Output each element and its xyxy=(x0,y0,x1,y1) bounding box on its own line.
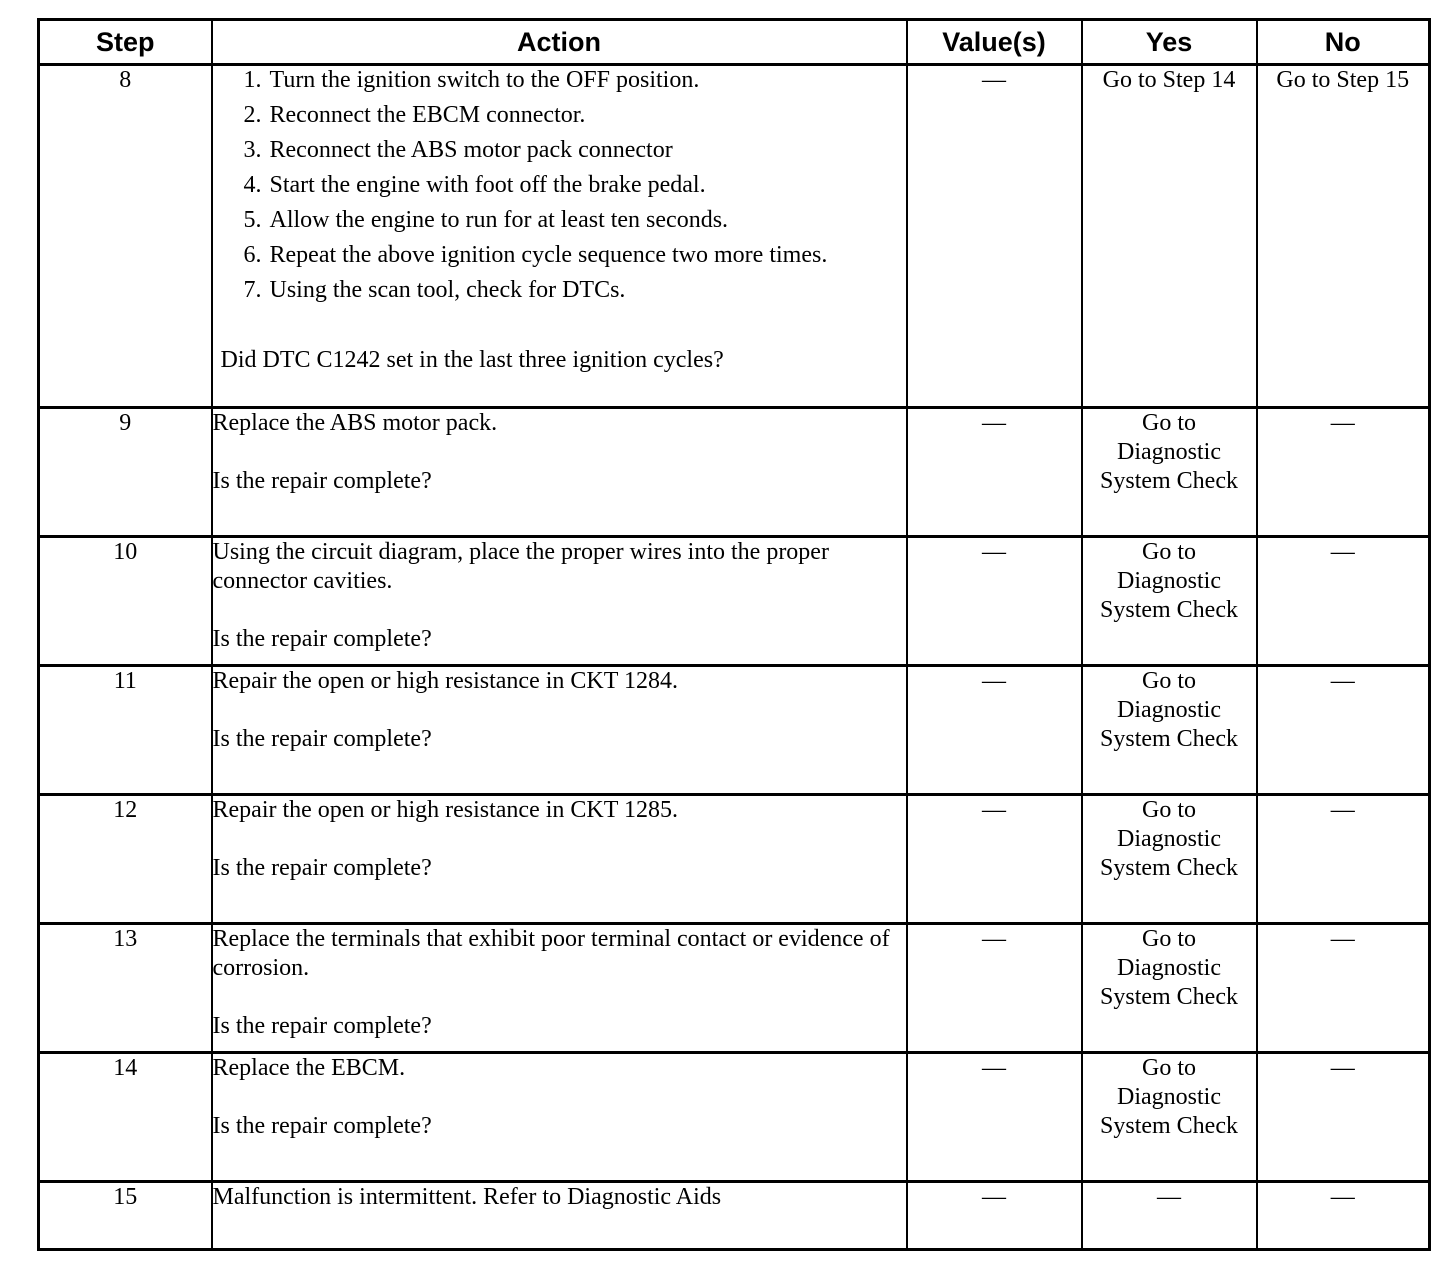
value-dash: — xyxy=(982,797,1006,823)
action-cell xyxy=(212,65,907,408)
no-cell xyxy=(1257,924,1430,1053)
no-cell xyxy=(1257,408,1430,537)
action-text: Replace the EBCM. xyxy=(212,1055,406,1081)
action-text: Repair the open or high resistance in CKT 1284. xyxy=(212,668,678,694)
table-row xyxy=(39,666,1430,795)
action-cell xyxy=(212,795,907,924)
action-text: Replace the ABS motor pack. xyxy=(212,410,498,436)
action-step: 3. Reconnect the ABS motor pack connector xyxy=(268,136,906,165)
action-question: Is the repair complete? xyxy=(212,1113,432,1139)
value-dash: — xyxy=(982,67,1006,93)
no-cell xyxy=(1257,795,1430,924)
yes-goto: Go to Diagnostic System Check xyxy=(1100,1055,1238,1139)
value-dash: — xyxy=(982,1184,1006,1210)
step-cell: 13 xyxy=(39,924,212,1053)
values-cell xyxy=(907,1182,1082,1250)
action-step: 7. Using the scan tool, check for DTCs. xyxy=(268,276,906,305)
yes-goto: Go to Diagnostic System Check xyxy=(1100,797,1238,881)
table-row xyxy=(39,924,1430,1053)
action-question: Is the repair complete? xyxy=(212,726,432,752)
table-row xyxy=(39,795,1430,924)
value-dash: — xyxy=(982,539,1006,565)
action-cell xyxy=(212,666,907,795)
action-step: 1. Turn the ignition switch to the OFF position. xyxy=(268,66,906,95)
action-cell xyxy=(212,408,907,537)
step-cell: 15 xyxy=(39,1182,212,1250)
header-no: No xyxy=(1257,20,1430,65)
step-cell: 14 xyxy=(39,1053,212,1182)
yes-goto: Go to Step 14 xyxy=(1102,67,1236,93)
action-question: Is the repair complete? xyxy=(212,1013,432,1039)
action-cell xyxy=(212,1053,907,1182)
value-dash: — xyxy=(982,1055,1006,1081)
action-step-list xyxy=(213,66,906,305)
values-cell xyxy=(907,408,1082,537)
values-cell xyxy=(907,795,1082,924)
no-dash: — xyxy=(1330,410,1355,436)
no-dash: — xyxy=(1330,668,1355,694)
action-cell xyxy=(212,537,907,666)
yes-cell xyxy=(1082,65,1257,408)
yes-cell xyxy=(1082,408,1257,537)
table-header-row xyxy=(39,20,1430,65)
values-cell xyxy=(907,666,1082,795)
yes-cell xyxy=(1082,1053,1257,1182)
no-dash: — xyxy=(1330,1055,1355,1081)
no-cell xyxy=(1257,1053,1430,1182)
yes-goto: Go to Diagnostic System Check xyxy=(1100,668,1238,752)
values-cell xyxy=(907,1053,1082,1182)
no-dash: — xyxy=(1330,797,1355,823)
table-row xyxy=(39,1053,1430,1182)
yes-cell xyxy=(1082,666,1257,795)
yes-cell xyxy=(1082,1182,1257,1250)
yes-goto: Go to Diagnostic System Check xyxy=(1100,539,1238,623)
step-cell: 8 xyxy=(39,65,212,408)
no-cell xyxy=(1257,1182,1430,1250)
step-cell: 11 xyxy=(39,666,212,795)
action-text: Malfunction is intermittent. Refer to Diagnostic Aids xyxy=(212,1184,722,1210)
yes-cell xyxy=(1082,795,1257,924)
no-cell xyxy=(1257,537,1430,666)
action-step: 5. Allow the engine to run for at least ten seconds. xyxy=(268,206,906,235)
header-values: Value(s) xyxy=(907,20,1082,65)
action-question: Is the repair complete? xyxy=(212,626,432,652)
action-cell xyxy=(212,1182,907,1250)
value-dash: — xyxy=(982,410,1006,436)
step-cell: 12 xyxy=(39,795,212,924)
yes-cell xyxy=(1082,924,1257,1053)
action-text: Replace the terminals that exhibit poor terminal contact or evidence of corrosion. xyxy=(212,926,890,981)
table-row xyxy=(39,408,1430,537)
header-action: Action xyxy=(212,20,907,65)
yes-dash: — xyxy=(1157,1184,1181,1210)
action-question: Is the repair complete? xyxy=(212,855,432,881)
step-cell: 10 xyxy=(39,537,212,666)
table-row xyxy=(39,537,1430,666)
value-dash: — xyxy=(982,668,1006,694)
action-step: 6. Repeat the above ignition cycle sequence two more times. xyxy=(268,241,906,270)
no-dash: — xyxy=(1330,539,1355,565)
header-step: Step xyxy=(39,20,212,65)
no-cell xyxy=(1257,65,1430,408)
header-yes: Yes xyxy=(1082,20,1257,65)
table-row xyxy=(39,1182,1430,1250)
action-cell xyxy=(212,924,907,1053)
action-text: Using the circuit diagram, place the proper wires into the proper connector cavities. xyxy=(212,539,829,594)
table-row xyxy=(39,65,1430,408)
value-dash: — xyxy=(982,926,1006,952)
yes-cell xyxy=(1082,537,1257,666)
values-cell xyxy=(907,65,1082,408)
action-question: Did DTC C1242 set in the last three ignition cycles? xyxy=(220,347,724,373)
action-step: 2. Reconnect the EBCM connector. xyxy=(268,101,906,130)
yes-goto: Go to Diagnostic System Check xyxy=(1100,926,1238,1010)
values-cell xyxy=(907,924,1082,1053)
step-cell: 9 xyxy=(39,408,212,537)
yes-goto: Go to Diagnostic System Check xyxy=(1100,410,1238,494)
action-question: Is the repair complete? xyxy=(212,468,432,494)
values-cell xyxy=(907,537,1082,666)
no-dash: — xyxy=(1330,1184,1355,1210)
no-goto: Go to Step 15 xyxy=(1276,67,1410,93)
no-cell xyxy=(1257,666,1430,795)
no-dash: — xyxy=(1330,926,1355,952)
diagnostic-table xyxy=(37,18,1431,1251)
action-step: 4. Start the engine with foot off the brake pedal. xyxy=(268,171,906,200)
action-text: Repair the open or high resistance in CKT 1285. xyxy=(212,797,678,823)
